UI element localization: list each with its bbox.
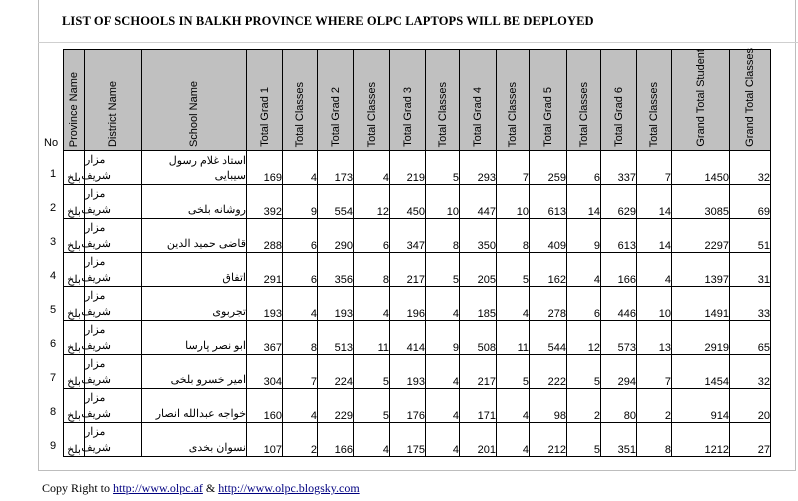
table-body [64, 151, 771, 457]
value-cell: 20 [730, 389, 771, 423]
district-line: شریف [81, 271, 111, 284]
value-cell: 4 [426, 423, 460, 457]
value-cell: 392 [247, 185, 283, 219]
table-row [64, 219, 771, 253]
value-cell: 32 [730, 151, 771, 185]
table-header-row [64, 50, 771, 151]
footer-separator: & [202, 481, 219, 495]
value-cell: 13 [637, 321, 672, 355]
header-label: Grand Total Student [694, 49, 707, 147]
district-line: شریف [81, 407, 111, 420]
value-cell: 351 [601, 423, 637, 457]
school-name-cell: روشانه بلخی [142, 185, 247, 219]
value-cell: 4 [354, 423, 390, 457]
total-grad-3-header [390, 50, 426, 151]
value-cell: 9 [567, 219, 601, 253]
value-cell: 193 [390, 355, 426, 389]
value-cell: 8 [283, 321, 318, 355]
district-cell [81, 321, 142, 355]
school-name-cell: استاد غلام رسول سیبایی [142, 151, 247, 185]
row-number: 7 [50, 372, 57, 384]
value-cell: 5 [567, 423, 601, 457]
value-cell: 367 [247, 321, 283, 355]
header-label: Total Grad 3 [401, 87, 414, 147]
value-cell: 356 [318, 253, 354, 287]
value-cell: 14 [637, 219, 672, 253]
row-number: 2 [50, 202, 57, 214]
value-cell: 291 [247, 253, 283, 287]
row-number: 5 [50, 304, 57, 316]
value-cell: 171 [460, 389, 497, 423]
value-cell: 4 [426, 389, 460, 423]
table-row [64, 151, 771, 185]
district-cell [81, 219, 142, 253]
province-cell: بلخ [64, 389, 85, 423]
district-line: شریف [81, 203, 111, 216]
row-number: 3 [50, 236, 57, 248]
province-cell: بلخ [64, 185, 85, 219]
total-grad-6-header [601, 50, 637, 151]
value-cell: 4 [497, 389, 530, 423]
value-cell: 513 [318, 321, 354, 355]
value-cell: 613 [601, 219, 637, 253]
value-cell: 176 [390, 389, 426, 423]
value-cell: 185 [460, 287, 497, 321]
header-label: Total Grad 6 [612, 87, 625, 147]
header-label: Province Name [68, 71, 80, 147]
value-cell: 217 [460, 355, 497, 389]
value-cell: 914 [672, 389, 730, 423]
value-cell: 4 [567, 253, 601, 287]
value-cell: 2 [283, 423, 318, 457]
value-cell: 304 [247, 355, 283, 389]
district-cell [81, 253, 142, 287]
value-cell: 14 [567, 185, 601, 219]
table-row [64, 423, 771, 457]
value-cell: 8 [637, 423, 672, 457]
value-cell: 5 [354, 355, 390, 389]
value-cell: 447 [460, 185, 497, 219]
header-label: Total Classes [365, 81, 378, 147]
value-cell: 173 [318, 151, 354, 185]
value-cell: 175 [390, 423, 426, 457]
value-cell: 14 [637, 185, 672, 219]
row-number: 9 [50, 440, 57, 452]
row-number: 4 [50, 270, 57, 282]
value-cell: 31 [730, 253, 771, 287]
row-number: 6 [50, 338, 57, 350]
header-label: Total Grad 4 [472, 87, 484, 147]
province-name-header [64, 50, 85, 151]
value-cell: 201 [460, 423, 497, 457]
value-cell: 554 [318, 185, 354, 219]
district-line: مزار [85, 357, 106, 370]
page-title: LIST OF SCHOOLS IN BALKH PROVINCE WHERE OLPC LAPTOPS WILL BE DEPLOYED [62, 14, 594, 28]
row-number: 1 [50, 168, 57, 180]
footer [42, 481, 360, 496]
value-cell: 4 [497, 287, 530, 321]
value-cell: 1491 [672, 287, 730, 321]
value-cell: 6 [283, 219, 318, 253]
value-cell: 5 [426, 151, 460, 185]
value-cell: 10 [497, 185, 530, 219]
table-row [64, 253, 771, 287]
value-cell: 350 [460, 219, 497, 253]
value-cell: 8 [497, 219, 530, 253]
value-cell: 4 [283, 389, 318, 423]
value-cell: 107 [247, 423, 283, 457]
value-cell: 2 [567, 389, 601, 423]
value-cell: 10 [426, 185, 460, 219]
header-label: Total Grad 1 [258, 87, 271, 147]
district-line: مزار [85, 425, 106, 438]
province-cell: بلخ [64, 321, 85, 355]
province-cell: بلخ [64, 219, 85, 253]
value-cell: 450 [390, 185, 426, 219]
district-line: شریف [81, 305, 111, 318]
value-cell: 193 [318, 287, 354, 321]
value-cell: 205 [460, 253, 497, 287]
district-cell [81, 185, 142, 219]
school-name-cell: خواجه عبدالله انصار [142, 389, 247, 423]
value-cell: 4 [497, 423, 530, 457]
value-cell: 3085 [672, 185, 730, 219]
total-grad-4-header [460, 50, 497, 151]
total-classes-2-header [354, 50, 390, 151]
province-cell: بلخ [64, 151, 85, 185]
value-cell: 1397 [672, 253, 730, 287]
value-cell: 7 [497, 151, 530, 185]
header-label: Total Classes [648, 81, 660, 147]
province-cell: بلخ [64, 287, 85, 321]
value-cell: 508 [460, 321, 497, 355]
value-cell: 6 [283, 253, 318, 287]
value-cell: 33 [730, 287, 771, 321]
value-cell: 337 [601, 151, 637, 185]
school-name-cell: قاضی حمید الدین [142, 219, 247, 253]
value-cell: 293 [460, 151, 497, 185]
value-cell: 196 [390, 287, 426, 321]
value-cell: 2919 [672, 321, 730, 355]
table-row [64, 389, 771, 423]
value-cell: 7 [283, 355, 318, 389]
value-cell: 294 [601, 355, 637, 389]
value-cell: 193 [247, 287, 283, 321]
district-line: شریف [81, 339, 111, 352]
district-line: مزار [85, 289, 106, 302]
table-row [64, 185, 771, 219]
total-grad-5-header [530, 50, 567, 151]
value-cell: 573 [601, 321, 637, 355]
value-cell: 4 [354, 151, 390, 185]
school-name-cell: امیر خسرو بلخی [142, 355, 247, 389]
district-line: مزار [85, 391, 106, 404]
header-label: Total Classes [577, 81, 590, 147]
total-grad-2-header [318, 50, 354, 151]
value-cell: 80 [601, 389, 637, 423]
province-cell: بلخ [64, 355, 85, 389]
value-cell: 347 [390, 219, 426, 253]
value-cell: 10 [637, 287, 672, 321]
district-line: شریف [81, 169, 111, 182]
total-classes-4-header [497, 50, 530, 151]
district-line: مزار [85, 255, 106, 268]
value-cell: 1450 [672, 151, 730, 185]
district-line: مزار [85, 187, 106, 200]
value-cell: 166 [601, 253, 637, 287]
school-name-cell: اتفاق [142, 253, 247, 287]
value-cell: 9 [426, 321, 460, 355]
value-cell: 162 [530, 253, 567, 287]
no-column-header: No [44, 137, 59, 149]
district-cell [81, 423, 142, 457]
value-cell: 224 [318, 355, 354, 389]
value-cell: 2 [637, 389, 672, 423]
district-line: شریف [81, 237, 111, 250]
olpc-blogsky-link[interactable]: http://www.olpc.blogsky.com [218, 481, 360, 495]
school-name-cell: نسوان بخدی [142, 423, 247, 457]
value-cell: 259 [530, 151, 567, 185]
value-cell: 27 [730, 423, 771, 457]
header-label: Total Classes [294, 81, 306, 147]
value-cell: 414 [390, 321, 426, 355]
total-classes-3-header [426, 50, 460, 151]
value-cell: 169 [247, 151, 283, 185]
district-cell [81, 287, 142, 321]
value-cell: 290 [318, 219, 354, 253]
value-cell: 5 [354, 389, 390, 423]
value-cell: 9 [283, 185, 318, 219]
province-cell: بلخ [64, 253, 85, 287]
province-cell: بلخ [64, 423, 85, 457]
header-label: Total Grad 2 [329, 87, 342, 147]
district-line: شریف [81, 441, 111, 454]
value-cell: 278 [530, 287, 567, 321]
value-cell: 160 [247, 389, 283, 423]
value-cell: 288 [247, 219, 283, 253]
table-row [64, 355, 771, 389]
value-cell: 11 [497, 321, 530, 355]
district-name-header [85, 50, 142, 151]
district-cell [81, 151, 142, 185]
value-cell: 5 [497, 253, 530, 287]
value-cell: 5 [426, 253, 460, 287]
value-cell: 219 [390, 151, 426, 185]
total-classes-1-header [283, 50, 318, 151]
district-line: مزار [85, 323, 106, 336]
value-cell: 6 [567, 151, 601, 185]
value-cell: 229 [318, 389, 354, 423]
value-cell: 212 [530, 423, 567, 457]
value-cell: 12 [567, 321, 601, 355]
value-cell: 7 [637, 355, 672, 389]
value-cell: 5 [567, 355, 601, 389]
value-cell: 1454 [672, 355, 730, 389]
value-cell: 69 [730, 185, 771, 219]
total-classes-5-header [567, 50, 601, 151]
district-line: مزار [85, 153, 106, 166]
district-line: مزار [85, 221, 106, 234]
total-grad-1-header [247, 50, 283, 151]
value-cell: 409 [530, 219, 567, 253]
value-cell: 5 [497, 355, 530, 389]
value-cell: 544 [530, 321, 567, 355]
value-cell: 4 [283, 151, 318, 185]
page-divider [38, 42, 798, 43]
value-cell: 11 [354, 321, 390, 355]
value-cell: 4 [283, 287, 318, 321]
header-label: Total Classes [507, 81, 519, 147]
value-cell: 613 [530, 185, 567, 219]
school-name-header [142, 50, 247, 151]
value-cell: 6 [567, 287, 601, 321]
value-cell: 4 [426, 287, 460, 321]
value-cell: 1212 [672, 423, 730, 457]
value-cell: 4 [426, 355, 460, 389]
header-label: Total Grad 5 [542, 87, 554, 147]
row-number: 8 [50, 406, 57, 418]
value-cell: 8 [426, 219, 460, 253]
value-cell: 12 [354, 185, 390, 219]
value-cell: 32 [730, 355, 771, 389]
value-cell: 166 [318, 423, 354, 457]
value-cell: 629 [601, 185, 637, 219]
value-cell: 98 [530, 389, 567, 423]
value-cell: 8 [354, 253, 390, 287]
grand-total-classes-header [730, 50, 771, 151]
header-label: School Name [188, 80, 200, 147]
district-cell [81, 355, 142, 389]
district-cell [81, 389, 142, 423]
value-cell: 7 [637, 151, 672, 185]
olpc-af-link[interactable]: http://www.olpc.af [113, 481, 203, 495]
total-classes-6-header [637, 50, 672, 151]
header-label: District Name [107, 80, 119, 147]
value-cell: 4 [637, 253, 672, 287]
table-row [64, 321, 771, 355]
school-name-cell: ابو نصر پارسا [142, 321, 247, 355]
school-name-cell: تجربوی [142, 287, 247, 321]
value-cell: 2297 [672, 219, 730, 253]
value-cell: 6 [354, 219, 390, 253]
footer-prefix: Copy Right to [42, 481, 114, 495]
grand-total-student-header [672, 50, 730, 151]
value-cell: 4 [354, 287, 390, 321]
district-line: شریف [81, 373, 111, 386]
schools-table [63, 49, 771, 457]
value-cell: 217 [390, 253, 426, 287]
value-cell: 51 [730, 219, 771, 253]
value-cell: 65 [730, 321, 771, 355]
table-row [64, 287, 771, 321]
header-label: Total Classes [436, 81, 449, 147]
value-cell: 446 [601, 287, 637, 321]
value-cell: 222 [530, 355, 567, 389]
header-label: Grand Total Classes [744, 48, 756, 147]
